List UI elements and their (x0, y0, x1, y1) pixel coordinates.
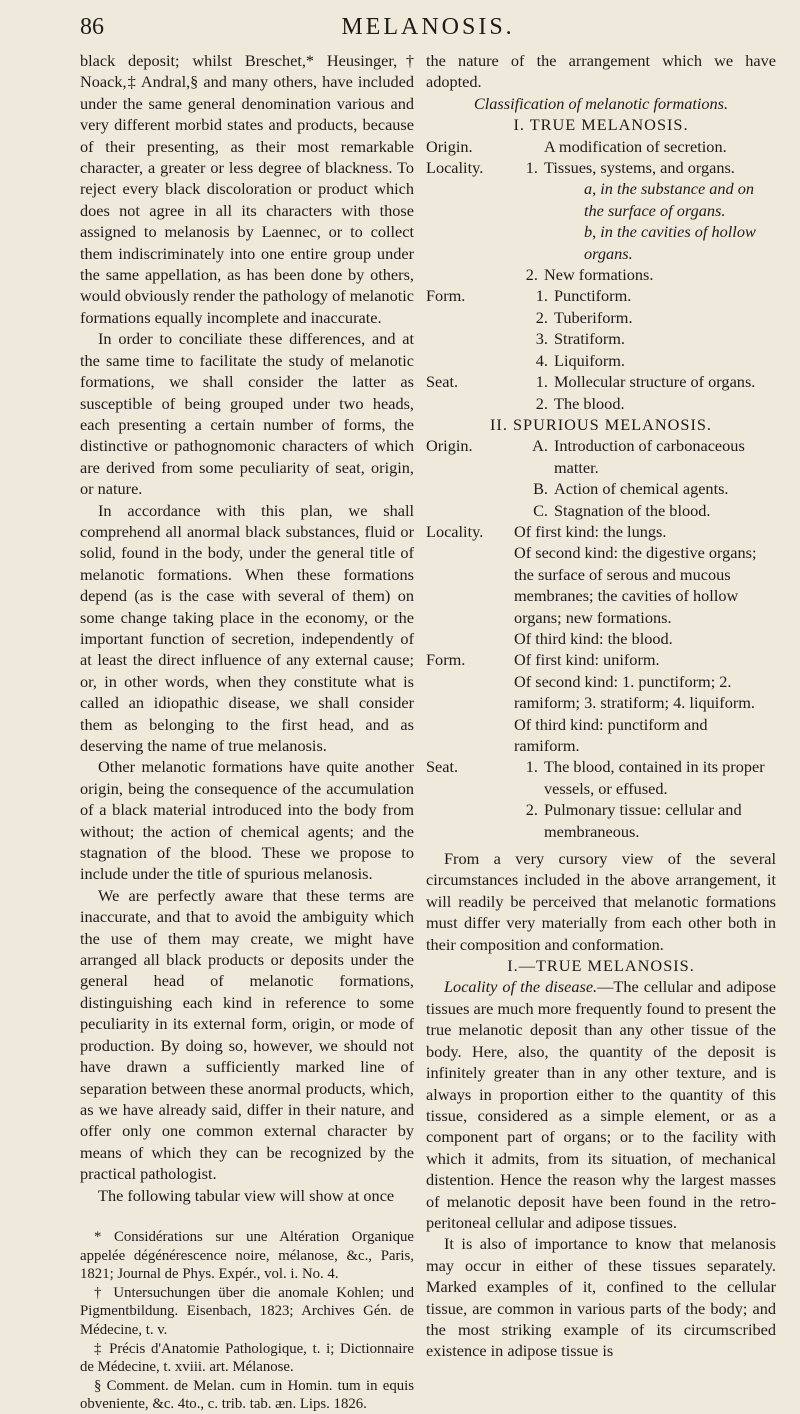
locality-lead: Locality of the disease. (444, 977, 598, 997)
row-text: Of third kind: punctiform and ramiform. (514, 714, 708, 755)
row-text: Introduction of carbonaceous matter. (554, 436, 745, 477)
row-label: Origin. (426, 136, 473, 156)
paragraph: black deposit; whilst Breschet,* Heusinger,† Noack,‡ Andral,§ and many others, have included under the same general denomination various and very different morbid states and products, because of their presenting, as their most remarkable character, a greater or less degree of blackness. To reject every black discoloration or product which does not agree in all its characters with those assigned to melanosis by Laennec, or to collect them indiscriminately into one entire group under the same appellation, as has been done by others, would obviously render the pathology of melanotic formations equally incomplete and inaccurate. (80, 51, 414, 327)
table-row (426, 671, 776, 714)
table-row (426, 478, 776, 499)
paragraph: From a very cursory view of the several circumstances included in the above arrangement, it will readily be perceived that melanotic formations must differ very materially from each other both in their composition and conformation. (426, 849, 776, 954)
section-heading: I.—TRUE MELANOSIS. (507, 956, 695, 976)
row-text: Liquiform. (554, 350, 625, 370)
page-number: 86 (80, 14, 104, 40)
footnote: ‡ Précis d'Anatomie Pathologique, t. i; Dictionnaire de Médecine, t. xviii. art. Mélanose. (80, 1340, 414, 1376)
row-text: Of third kind: the blood. (514, 628, 673, 648)
class-heading-spurious: II. SPURIOUS MELANOSIS. (489, 414, 713, 434)
table-row (426, 136, 776, 157)
row-text: The blood, contained in its proper vessels, or effused. (544, 757, 765, 798)
row-text: Punctiform. (554, 286, 632, 306)
table-row (426, 393, 776, 414)
right-column (426, 50, 776, 1362)
table-row (426, 307, 776, 328)
row-label: Origin. (426, 436, 473, 456)
row-text: Tuberiform. (554, 307, 633, 327)
row-subtext: a, in the substance and on the surface of organs. (584, 179, 755, 220)
row-number: 1. (525, 757, 538, 777)
row-number: A. (532, 436, 548, 456)
paragraph: the nature of the arrangement which we have adopted. (426, 51, 776, 92)
table-row (426, 371, 776, 392)
row-label: Locality. (426, 521, 484, 541)
row-text: The blood. (554, 393, 625, 413)
table-row (426, 350, 776, 371)
footnote: * Considérations sur une Altération Organique appelée dégénérescence noire, mélanose, &c., Paris, 1821; Journal de Phys. Expér., vol. i. No. 4. (80, 1228, 414, 1283)
row-text: Tissues, systems, and organs. (544, 158, 735, 178)
row-text: Stratiform. (554, 329, 625, 349)
classification-table (426, 114, 776, 842)
paragraph: In accordance with this plan, we shall comprehend all anormal black substances, fluid or solid, found in the body, under the general title of melanotic formations. When these formations depend (as is the case with several of them) on some change taking place in the economy, or the important function of secretion, independently of at least the direct influence of any external cause; or, in other words, when they constitute what is called an idiopathic disease, we shall consider them as belonging to the first head, and as deserving the name of true melanosis. (80, 500, 414, 755)
row-number: 1. (525, 158, 538, 178)
running-title: MELANOSIS. (341, 14, 515, 40)
table-row (426, 649, 776, 670)
row-label: Locality. (426, 158, 484, 178)
row-number: 4. (535, 350, 548, 370)
table-row (426, 285, 776, 306)
paragraph: We are perfectly aware that these terms are inaccurate, and that to avoid the ambiguity which the use of them may create, we might have arranged all black products or deposits under the general head of melanotic formations, distinguishing each kind in reference to some peculiarity in its external form, origin, or mode of production. By doing so, however, we should not have drawn a sufficiently marked line of separation between these anormal products, which, as we have already said, differ in their nature, and offer only one common external character by means of which they can be recognized by the practical pathologist. (80, 885, 414, 1184)
paragraph (426, 976, 776, 1233)
row-number: 1. (535, 372, 548, 392)
table-row (426, 178, 776, 221)
row-number: 2. (525, 800, 538, 820)
row-number: 3. (535, 329, 548, 349)
footnote: § Comment. de Melan. cum in Homin. tum in equis obveniente, &c. 4to., c. trib. tab. æn. Lips. 1826. (80, 1377, 414, 1413)
table-row (426, 328, 776, 349)
row-label: Form. (426, 650, 466, 670)
table-row (426, 221, 776, 264)
left-column (80, 50, 414, 1414)
row-number: 2. (525, 265, 538, 285)
table-row (426, 628, 776, 649)
footnote: † Untersuchungen über die anomale Kohlen; und Pigmentbildung. Eisenbach, 1823; Archives Gén. de Médecine, t. v. (80, 1284, 414, 1338)
table-row (426, 756, 776, 799)
row-text: Stagnation of the blood. (554, 500, 711, 520)
footnotes (80, 1228, 414, 1414)
classification-title: Classification of melanotic formations. (473, 93, 729, 113)
paragraph: In order to conciliate these differences, and at the same time to facilitate the study of melanotic formations, we shall consider the latter as susceptible of being grouped under two heads, each presenting a certain number of forms, the distinctive or pathognomonic characters of which are derived from some peculiarity of seat, origin, or nature. (80, 329, 414, 499)
paragraph: The following tabular view will show at once (98, 1185, 395, 1205)
paragraph: It is also of importance to know that melanosis may occur in either of these tissues separately. Marked examples of it, confined to the cellular tissue, are common in various parts of the body; and the most striking example of its circumscribed existence in adipose tissue is (426, 1234, 776, 1361)
row-number: B. (533, 479, 548, 499)
row-text: Of first kind: uniform. (514, 650, 660, 670)
row-text: New formations. (544, 265, 654, 285)
row-text: A modification of secretion. (544, 136, 727, 156)
table-row (426, 435, 776, 478)
row-label: Seat. (426, 757, 459, 777)
row-number: 2. (535, 307, 548, 327)
row-number: 2. (535, 393, 548, 413)
class-heading-true: I. TRUE MELANOSIS. (513, 115, 689, 135)
row-number: C. (533, 500, 548, 520)
row-text: Mollecular structure of organs. (554, 372, 756, 392)
table-row (426, 157, 776, 178)
row-label: Form. (426, 286, 466, 306)
table-row (426, 714, 776, 757)
table-row (426, 799, 776, 842)
row-text: Of second kind: the digestive organs; the surface of serous and mucous membranes; the cavities of hollow organs; new formations. (514, 543, 757, 627)
row-text: Of first kind: the lungs. (514, 521, 667, 541)
table-row (426, 500, 776, 521)
row-text: Of second kind: 1. punctiform; 2. ramiform; 3. stratiform; 4. liquiform. (514, 671, 756, 713)
locality-text: —The cellular and adipose tissues are much more frequently found to present the true melanotic deposit than any other tissue of the body. Here, also, the quantity of the deposit is infinitely greater than in any other texture, and is always in proportion either to the quantity of this tissue, considered as a simple element, or as a component part of organs; or to the facility with which it admits, from its situation, of mechanical distention. Hence the reason why the largest masses of melanotic deposit have been found in the retro-peritoneal cellular and adipose tissues. (426, 977, 777, 1232)
table-row (426, 521, 776, 542)
table-row (426, 264, 776, 285)
running-header (80, 6, 776, 48)
row-text: Action of chemical agents. (554, 479, 729, 499)
paragraph: Other melanotic formations have quite another origin, being the consequence of the accumulation of a black material introduced into the body from without; the action of chemical agents; and the stagnation of the blood. These we propose to include under the title of spurious melanosis. (80, 757, 414, 884)
row-number: 1. (535, 286, 548, 306)
row-label: Seat. (426, 372, 459, 392)
row-text: Pulmonary tissue: cellular and membraneous. (544, 800, 742, 841)
table-row (426, 542, 776, 628)
row-subtext: b, in the cavities of hollow organs. (584, 222, 756, 263)
